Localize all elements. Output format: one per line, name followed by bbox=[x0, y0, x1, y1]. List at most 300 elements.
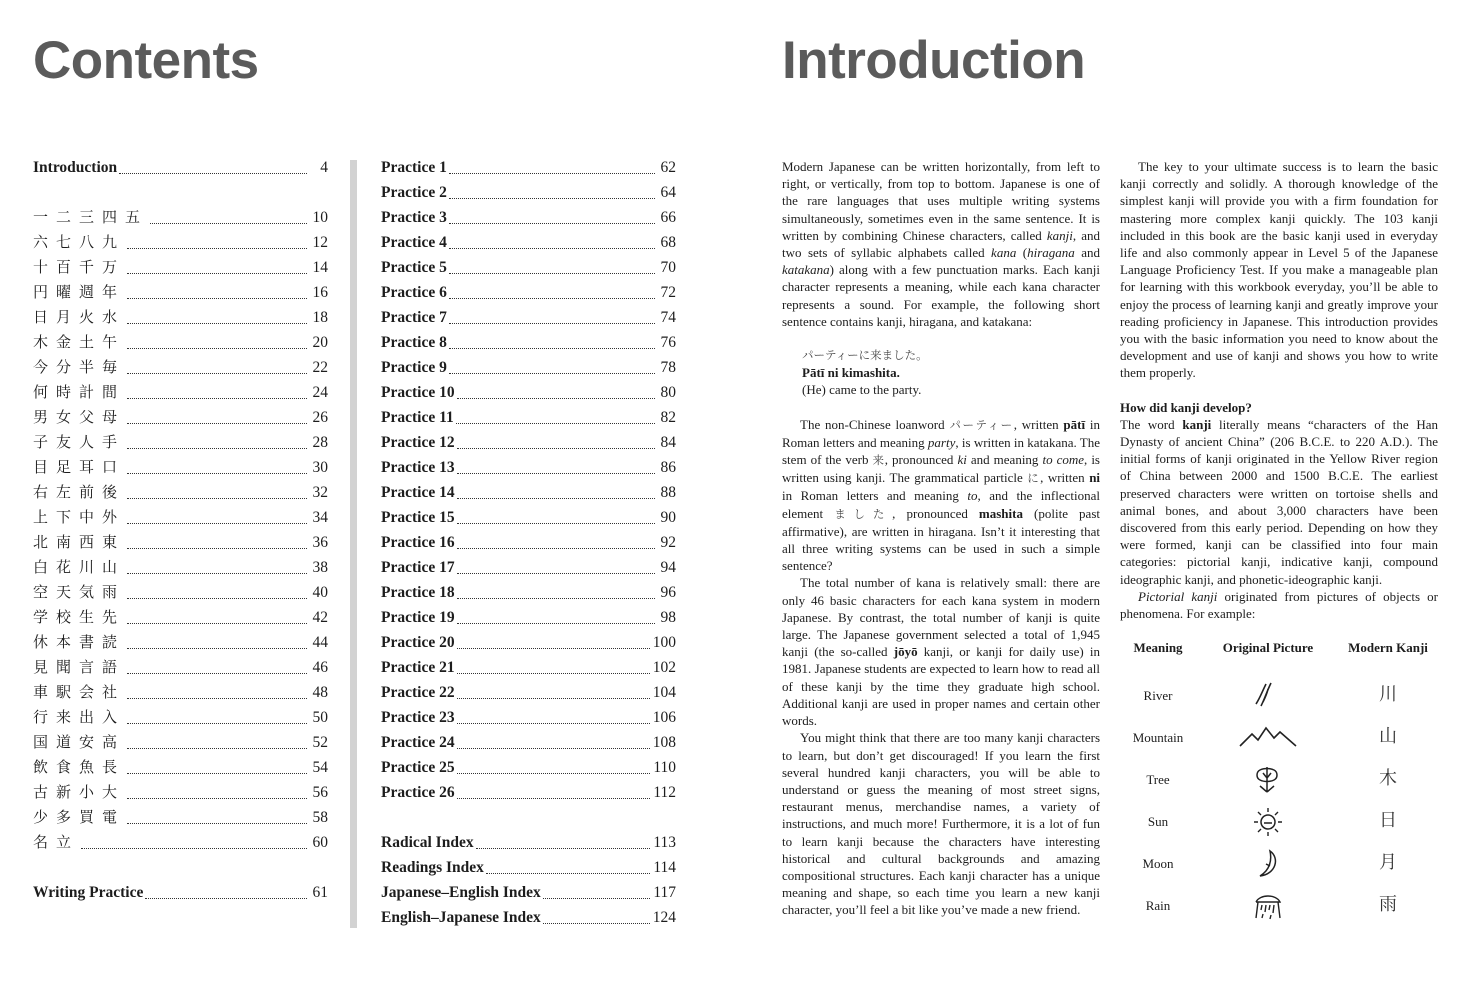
table-header bbox=[1118, 640, 1448, 682]
section-heading: How did kanji develop? bbox=[1120, 399, 1252, 415]
toc-entry-page: 98 bbox=[660, 609, 676, 626]
meaning-cell: Tree bbox=[1146, 772, 1170, 787]
toc-entry-kanji[interactable] bbox=[33, 682, 328, 702]
toc-entry-label bbox=[33, 256, 125, 277]
toc-entry-label bbox=[33, 706, 125, 727]
kanji-char: 月 bbox=[56, 308, 72, 326]
toc-entry-label: Practice 10 bbox=[381, 384, 455, 401]
kanji-char: 週 bbox=[79, 283, 95, 301]
kanji-char: 言 bbox=[79, 658, 95, 676]
modern-kanji-cell: 月 bbox=[1379, 852, 1397, 873]
toc-entry-practice[interactable] bbox=[381, 207, 676, 227]
table-row bbox=[1118, 848, 1448, 890]
toc-entry-page: 76 bbox=[660, 334, 676, 351]
kanji-char: 道 bbox=[56, 733, 72, 751]
toc-entry-page: 54 bbox=[312, 759, 328, 776]
toc-entry-label: Practice 17 bbox=[381, 559, 455, 576]
kanji-char: 分 bbox=[56, 358, 72, 376]
toc-entry-page: 68 bbox=[660, 234, 676, 251]
kanji-char: 空 bbox=[33, 583, 49, 601]
toc-entry-label: Writing Practice bbox=[33, 884, 144, 901]
rain-pictograph-icon bbox=[1218, 890, 1318, 926]
toc-entry-practice[interactable] bbox=[381, 382, 676, 402]
kanji-char: 土 bbox=[79, 333, 95, 351]
toc-entry-page: 104 bbox=[652, 684, 676, 701]
toc-entry-practice[interactable] bbox=[381, 757, 676, 777]
modern-kanji-cell: 日 bbox=[1379, 810, 1397, 831]
toc-entry-label: Practice 18 bbox=[381, 584, 455, 601]
kanji-char: 耳 bbox=[79, 458, 95, 476]
kanji-char: 十 bbox=[33, 258, 49, 276]
toc-entry-index[interactable] bbox=[381, 907, 676, 927]
toc-entry-practice[interactable] bbox=[381, 307, 676, 327]
toc-entry-label bbox=[33, 431, 125, 452]
kanji-char: 東 bbox=[102, 533, 118, 551]
toc-entry-practice[interactable] bbox=[381, 582, 676, 602]
toc-entry-kanji[interactable] bbox=[33, 407, 328, 427]
toc-entry-kanji[interactable] bbox=[33, 432, 328, 452]
meaning-cell: Mountain bbox=[1132, 730, 1184, 745]
toc-entry-kanji[interactable] bbox=[33, 382, 328, 402]
intro-column-left bbox=[782, 158, 1100, 919]
toc-entry-practice[interactable] bbox=[381, 657, 676, 677]
kanji-char: 百 bbox=[56, 258, 72, 276]
toc-entry-practice[interactable] bbox=[381, 707, 676, 727]
kanji-char: 三 bbox=[79, 208, 95, 226]
intro-paragraph: You might think that there are too many kanji characters to learn, but don’t get discouraged! If you learn the first several hundred kanji characters, you will be able to understand or guess the meaning of most street signs, restaurant menus, merchandise names, a variety of instructions, and much more! Furthermore, it is a lot of fun to learn kanji because the characters have interesting historical and cultural backgrounds and amazing compositional structures. Each kanji character has a unique meaning and shape, so each time you learn a new kanji character, you’ll feel a bit like you’ve made a new friend. bbox=[782, 730, 1100, 918]
toc-entry-page: 64 bbox=[660, 184, 676, 201]
intro-column-right bbox=[1120, 158, 1438, 622]
toc-entry-writing-practice[interactable] bbox=[33, 882, 328, 902]
toc-entry-label: Radical Index bbox=[381, 834, 474, 851]
toc-entry-page: 24 bbox=[312, 384, 328, 401]
toc-entry-page: 100 bbox=[652, 634, 676, 651]
kanji-char: 電 bbox=[102, 808, 118, 826]
kanji-char: 外 bbox=[102, 508, 118, 526]
contents-title: Contents bbox=[33, 31, 259, 90]
kanji-char: 西 bbox=[79, 533, 95, 551]
toc-entry-introduction[interactable] bbox=[33, 157, 328, 177]
kanji-char: 名 bbox=[33, 833, 49, 851]
toc-entry-page: 22 bbox=[312, 359, 328, 376]
toc-entry-practice[interactable] bbox=[381, 257, 676, 277]
toc-entry-kanji[interactable] bbox=[33, 507, 328, 527]
toc-entry-label bbox=[33, 506, 125, 527]
toc-column-kanji bbox=[33, 157, 328, 917]
table-row bbox=[1118, 680, 1448, 722]
introduction-title: Introduction bbox=[782, 31, 1086, 90]
toc-entry-page: 58 bbox=[312, 809, 328, 826]
table-row bbox=[1118, 806, 1448, 848]
toc-entry-label: Practice 2 bbox=[381, 184, 447, 201]
modern-kanji-cell: 川 bbox=[1379, 684, 1397, 705]
intro-paragraph: Modern Japanese can be written horizontally, from left to right, or vertically, from top to bottom. Japanese is one of the rare languages that uses multiple writing systems simultaneously, sometimes even in the same sentence. It is written by combining Chinese characters, called kanji, and two sets of syllabic alphabets called kana (hiragana and katakana) along with a few punctuation marks. Each kanji character represents a meaning, while each kana character represents a sound. For example, the following short sentence contains kanji, hiragana, and katakana: bbox=[782, 159, 1100, 329]
kanji-char: 目 bbox=[33, 458, 49, 476]
toc-entry-kanji[interactable] bbox=[33, 307, 328, 327]
toc-entry-page: 90 bbox=[660, 509, 676, 526]
kanji-char: 飲 bbox=[33, 758, 49, 776]
toc-entry-page: 56 bbox=[312, 784, 328, 801]
kanji-char: 川 bbox=[79, 558, 95, 576]
toc-entry-page: 61 bbox=[312, 884, 328, 901]
toc-entry-practice[interactable] bbox=[381, 457, 676, 477]
toc-entry-page: 114 bbox=[653, 859, 676, 876]
kanji-char: 中 bbox=[79, 508, 95, 526]
kanji-char: 一 bbox=[33, 208, 49, 226]
kanji-char: 魚 bbox=[79, 758, 95, 776]
kanji-char: 入 bbox=[102, 708, 118, 726]
toc-entry-label bbox=[33, 356, 125, 377]
toc-entry-page: 26 bbox=[312, 409, 328, 426]
toc-entry-label bbox=[33, 831, 79, 852]
table-row bbox=[1118, 722, 1448, 764]
kanji-char: 大 bbox=[102, 783, 118, 801]
toc-entry-practice[interactable] bbox=[381, 782, 676, 802]
modern-kanji-cell: 雨 bbox=[1379, 894, 1397, 915]
toc-entry-label bbox=[33, 306, 125, 327]
toc-entry-page: 14 bbox=[312, 259, 328, 276]
toc-entry-practice[interactable] bbox=[381, 357, 676, 377]
toc-entry-practice[interactable] bbox=[381, 507, 676, 527]
kanji-char: 子 bbox=[33, 433, 49, 451]
kanji-char: 聞 bbox=[56, 658, 72, 676]
toc-entry-page: 80 bbox=[660, 384, 676, 401]
toc-entry-page: 106 bbox=[652, 709, 676, 726]
toc-entry-kanji[interactable] bbox=[33, 757, 328, 777]
toc-entry-label: Practice 7 bbox=[381, 309, 447, 326]
toc-entry-label bbox=[33, 581, 125, 602]
toc-entry-page: 112 bbox=[653, 784, 676, 801]
intro-paragraph: The word kanji literally means “characters of the Han Dynasty of ancient China” (206 B.C.E. to 220 A.D.). The initial forms of kanji originated in the Yellow River region of China between 2000 and 1500 B.C.E. The earliest preserved characters were written on tortoise shells and animal bones, and about 3,000 characters have been discovered from this early period. Depending on how they were formed, kanji can be classified into four main categories: pictorial kanji, indicative kanji, compound ideographic kanji, and phonetic-ideographic kanji. bbox=[1120, 416, 1438, 587]
toc-entry-page: 94 bbox=[660, 559, 676, 576]
toc-entry-page: 78 bbox=[660, 359, 676, 376]
toc-entry-label bbox=[33, 481, 125, 502]
toc-entry-page: 113 bbox=[653, 834, 676, 851]
toc-entry-label bbox=[33, 656, 125, 677]
toc-entry-label bbox=[33, 756, 125, 777]
toc-entry-page: 42 bbox=[312, 609, 328, 626]
toc-entry-page: 92 bbox=[660, 534, 676, 551]
toc-entry-kanji[interactable] bbox=[33, 807, 328, 827]
toc-entry-practice[interactable] bbox=[381, 557, 676, 577]
kanji-char: 花 bbox=[56, 558, 72, 576]
toc-entry-label: Practice 8 bbox=[381, 334, 447, 351]
toc-entry-label: Readings Index bbox=[381, 859, 484, 876]
toc-entry-kanji[interactable] bbox=[33, 657, 328, 677]
kanji-char: 読 bbox=[102, 633, 118, 651]
toc-entry-page: 110 bbox=[653, 759, 676, 776]
toc-entry-page: 44 bbox=[312, 634, 328, 651]
toc-entry-label bbox=[33, 531, 125, 552]
toc-entry-label bbox=[33, 231, 125, 252]
toc-entry-practice[interactable] bbox=[381, 682, 676, 702]
toc-entry-kanji[interactable] bbox=[33, 457, 328, 477]
kanji-char: 今 bbox=[33, 358, 49, 376]
toc-entry-page: 40 bbox=[312, 584, 328, 601]
mountain-pictograph-icon bbox=[1218, 722, 1318, 758]
toc-entry-page: 66 bbox=[660, 209, 676, 226]
kanji-char: 見 bbox=[33, 658, 49, 676]
toc-entry-practice[interactable] bbox=[381, 282, 676, 302]
table-row bbox=[1118, 890, 1448, 932]
meaning-cell: Moon bbox=[1142, 856, 1174, 871]
toc-entry-practice[interactable] bbox=[381, 732, 676, 752]
kanji-char: 何 bbox=[33, 383, 49, 401]
toc-entry-label bbox=[33, 681, 125, 702]
kanji-char: 右 bbox=[33, 483, 49, 501]
toc-entry-kanji[interactable] bbox=[33, 582, 328, 602]
modern-kanji-cell: 山 bbox=[1379, 726, 1397, 747]
kanji-char: 車 bbox=[33, 683, 49, 701]
kanji-char: 少 bbox=[33, 808, 49, 826]
modern-kanji-cell: 木 bbox=[1379, 768, 1397, 789]
toc-entry-label bbox=[33, 331, 125, 352]
toc-entry-kanji[interactable] bbox=[33, 207, 328, 227]
kanji-char: 買 bbox=[79, 808, 95, 826]
kanji-char: 高 bbox=[102, 733, 118, 751]
kanji-char: 国 bbox=[33, 733, 49, 751]
kanji-char: 社 bbox=[102, 683, 118, 701]
toc-entry-kanji[interactable] bbox=[33, 532, 328, 552]
kanji-char: 山 bbox=[102, 558, 118, 576]
toc-entry-label: Practice 20 bbox=[381, 634, 455, 651]
toc-entry-label: Practice 1 bbox=[381, 159, 447, 176]
toc-entry-label: Practice 19 bbox=[381, 609, 455, 626]
meaning-cell: Sun bbox=[1147, 814, 1169, 829]
kanji-char: 休 bbox=[33, 633, 49, 651]
toc-entry-practice[interactable] bbox=[381, 182, 676, 202]
toc-entry-label: Practice 22 bbox=[381, 684, 455, 701]
toc-entry-page: 30 bbox=[312, 459, 328, 476]
toc-entry-practice[interactable] bbox=[381, 532, 676, 552]
toc-entry-label: Practice 11 bbox=[381, 409, 454, 426]
column-header: Original Picture bbox=[1222, 640, 1314, 655]
kanji-char: 安 bbox=[79, 733, 95, 751]
toc-entry-index[interactable] bbox=[381, 882, 676, 902]
kanji-char: 女 bbox=[56, 408, 72, 426]
kanji-char: 金 bbox=[56, 333, 72, 351]
kanji-char: 気 bbox=[79, 583, 95, 601]
kanji-char: 時 bbox=[56, 383, 72, 401]
toc-entry-practice[interactable] bbox=[381, 407, 676, 427]
toc-entry-label: Practice 26 bbox=[381, 784, 455, 801]
kanji-char: 前 bbox=[79, 483, 95, 501]
toc-entry-page: 16 bbox=[312, 284, 328, 301]
example-english: (He) came to the party. bbox=[802, 382, 922, 398]
toc-entry-practice[interactable] bbox=[381, 607, 676, 627]
kanji-char: 長 bbox=[102, 758, 118, 776]
toc-entry-label: Practice 25 bbox=[381, 759, 455, 776]
kanji-char: 計 bbox=[79, 383, 95, 401]
toc-entry-label: Practice 3 bbox=[381, 209, 447, 226]
kanji-char: 駅 bbox=[56, 683, 72, 701]
kanji-char: 先 bbox=[102, 608, 118, 626]
toc-entry-label bbox=[33, 281, 125, 302]
kanji-char: 立 bbox=[56, 833, 72, 851]
toc-entry-page: 74 bbox=[660, 309, 676, 326]
kanji-char: 口 bbox=[102, 458, 118, 476]
toc-entry-page: 60 bbox=[312, 834, 328, 851]
kanji-char: 南 bbox=[56, 533, 72, 551]
kanji-char: 五 bbox=[125, 208, 141, 226]
kanji-char: 来 bbox=[56, 708, 72, 726]
toc-entry-label bbox=[33, 731, 125, 752]
toc-entry-kanji[interactable] bbox=[33, 557, 328, 577]
toc-entry-page: 34 bbox=[312, 509, 328, 526]
toc-entry-page: 52 bbox=[312, 734, 328, 751]
kanji-char: 年 bbox=[102, 283, 118, 301]
kanji-char: 間 bbox=[102, 383, 118, 401]
kanji-char: 書 bbox=[79, 633, 95, 651]
toc-entry-label: Practice 23 bbox=[381, 709, 455, 726]
kanji-char: 四 bbox=[102, 208, 118, 226]
toc-entry-page: 18 bbox=[312, 309, 328, 326]
toc-entry-index[interactable] bbox=[381, 857, 676, 877]
toc-entry-label bbox=[33, 381, 125, 402]
kanji-char: 火 bbox=[79, 308, 95, 326]
toc-entry-page: 28 bbox=[312, 434, 328, 451]
kanji-char: 七 bbox=[56, 233, 72, 251]
toc-entry-kanji[interactable] bbox=[33, 707, 328, 727]
kanji-char: 白 bbox=[33, 558, 49, 576]
kanji-char: 八 bbox=[79, 233, 95, 251]
toc-entry-index[interactable] bbox=[381, 832, 676, 852]
kanji-char: 後 bbox=[102, 483, 118, 501]
intro-paragraph: The total number of kana is relatively small: there are only 46 basic characters for each kana system in modern Japanese. By contrast, the total number of kanji is quite large. The Japanese government selected a total of 1,945 kanji (the so-called jōyō kanji, or kanji for daily use) in 1981. Japanese students are expected to learn how to read all of these kanji by the time they graduate high school. Additional kanji are used in proper names and certain other words. bbox=[782, 575, 1100, 729]
toc-entry-page: 12 bbox=[312, 234, 328, 251]
toc-entry-kanji[interactable] bbox=[33, 782, 328, 802]
kanji-char: 新 bbox=[56, 783, 72, 801]
toc-entry-page: 48 bbox=[312, 684, 328, 701]
toc-entry-practice[interactable] bbox=[381, 432, 676, 452]
sun-pictograph-icon bbox=[1218, 806, 1318, 842]
toc-entry-kanji[interactable] bbox=[33, 607, 328, 627]
toc-entry-page: 102 bbox=[652, 659, 676, 676]
toc-entry-kanji[interactable] bbox=[33, 257, 328, 277]
toc-entry-label: Practice 6 bbox=[381, 284, 447, 301]
toc-entry-label: Practice 12 bbox=[381, 434, 455, 451]
kanji-char: 父 bbox=[79, 408, 95, 426]
toc-entry-page: 88 bbox=[660, 484, 676, 501]
kanji-char: 男 bbox=[33, 408, 49, 426]
kanji-char: 学 bbox=[33, 608, 49, 626]
kanji-char: 上 bbox=[33, 508, 49, 526]
toc-entry-practice[interactable] bbox=[381, 332, 676, 352]
toc-entry-kanji[interactable] bbox=[33, 832, 328, 852]
toc-entry-page: 62 bbox=[660, 159, 676, 176]
kanji-char: 食 bbox=[56, 758, 72, 776]
toc-entry-label bbox=[33, 631, 125, 652]
toc-entry-kanji[interactable] bbox=[33, 357, 328, 377]
kanji-char: 千 bbox=[79, 258, 95, 276]
toc-entry-kanji[interactable] bbox=[33, 232, 328, 252]
kanji-char: 生 bbox=[79, 608, 95, 626]
toc-entry-label bbox=[33, 806, 125, 827]
toc-entry-page: 70 bbox=[660, 259, 676, 276]
toc-entry-label bbox=[33, 456, 125, 477]
column-divider bbox=[350, 160, 357, 928]
kanji-char: 手 bbox=[102, 433, 118, 451]
kanji-char: 六 bbox=[33, 233, 49, 251]
toc-entry-kanji[interactable] bbox=[33, 332, 328, 352]
kanji-char: 人 bbox=[79, 433, 95, 451]
kanji-char: 語 bbox=[102, 658, 118, 676]
column-header: Modern Kanji bbox=[1348, 640, 1428, 655]
toc-entry-practice[interactable] bbox=[381, 232, 676, 252]
kanji-char: 天 bbox=[56, 583, 72, 601]
toc-entry-label: Practice 24 bbox=[381, 734, 455, 751]
toc-entry-page: 108 bbox=[652, 734, 676, 751]
toc-entry-label: Introduction bbox=[33, 159, 118, 176]
toc-entry-label bbox=[33, 556, 125, 577]
example-japanese: パーティーに来ました。 bbox=[802, 348, 928, 363]
kanji-char: 会 bbox=[79, 683, 95, 701]
toc-entry-label bbox=[33, 606, 125, 627]
toc-entry-practice[interactable] bbox=[381, 157, 676, 177]
kanji-char: 友 bbox=[56, 433, 72, 451]
kanji-char: 北 bbox=[33, 533, 49, 551]
toc-entry-page: 72 bbox=[660, 284, 676, 301]
kanji-char: 本 bbox=[56, 633, 72, 651]
toc-entry-kanji[interactable] bbox=[33, 482, 328, 502]
toc-entry-page: 32 bbox=[312, 484, 328, 501]
tree-pictograph-icon bbox=[1218, 764, 1318, 800]
toc-entry-kanji[interactable] bbox=[33, 632, 328, 652]
toc-entry-kanji[interactable] bbox=[33, 282, 328, 302]
toc-entry-label: Practice 9 bbox=[381, 359, 447, 376]
river-pictograph-icon bbox=[1218, 680, 1318, 716]
kanji-char: 古 bbox=[33, 783, 49, 801]
column-header: Meaning bbox=[1133, 640, 1183, 655]
table-row bbox=[1118, 764, 1448, 806]
toc-entry-page: 117 bbox=[653, 884, 676, 901]
example-romaji: Pātī ni kimashita. bbox=[802, 365, 900, 381]
kanji-char: 多 bbox=[56, 808, 72, 826]
kanji-char: 半 bbox=[79, 358, 95, 376]
toc-entry-label: English–Japanese Index bbox=[381, 909, 541, 926]
toc-entry-label: Practice 21 bbox=[381, 659, 455, 676]
toc-column-practice bbox=[381, 157, 676, 937]
meaning-cell: Rain bbox=[1145, 898, 1171, 913]
moon-pictograph-icon bbox=[1218, 848, 1318, 884]
toc-entry-practice[interactable] bbox=[381, 482, 676, 502]
kanji-char: 毎 bbox=[102, 358, 118, 376]
toc-entry-label bbox=[33, 206, 148, 227]
kanji-char: 下 bbox=[56, 508, 72, 526]
toc-entry-label: Practice 4 bbox=[381, 234, 447, 251]
toc-entry-page: 50 bbox=[312, 709, 328, 726]
intro-paragraph: The non-Chinese loanword パーティー, written pātī in Roman letters and meaning party, is written in katakana. The stem of the verb 来, pronounced ki and meaning to come, is written using kanji. The grammatical particle に, written ni in Roman letters and meaning to, and the inflectional element ました, pronounced mashita (polite past affirmative), are written in hiragana. Isn’t it interesting that all three writing systems can be used in such a simple sentence? bbox=[782, 416, 1101, 574]
kanji-char: 出 bbox=[79, 708, 95, 726]
kanji-char: 万 bbox=[102, 258, 118, 276]
kanji-char: 母 bbox=[102, 408, 118, 426]
toc-entry-label: Practice 16 bbox=[381, 534, 455, 551]
toc-entry-page: 36 bbox=[312, 534, 328, 551]
kanji-char: 水 bbox=[102, 308, 118, 326]
toc-entry-label bbox=[33, 781, 125, 802]
kanji-char: 午 bbox=[102, 333, 118, 351]
toc-entry-kanji[interactable] bbox=[33, 732, 328, 752]
intro-paragraph: Pictorial kanji originated from pictures of objects or phenomena. For example: bbox=[1120, 588, 1439, 622]
kanji-char: 円 bbox=[33, 283, 49, 301]
kanji-char: 校 bbox=[56, 608, 72, 626]
kanji-char: 小 bbox=[79, 783, 95, 801]
toc-entry-page: 86 bbox=[660, 459, 676, 476]
toc-entry-page: 96 bbox=[660, 584, 676, 601]
kanji-char: 九 bbox=[102, 233, 118, 251]
kanji-char: 日 bbox=[33, 308, 49, 326]
toc-entry-practice[interactable] bbox=[381, 632, 676, 652]
